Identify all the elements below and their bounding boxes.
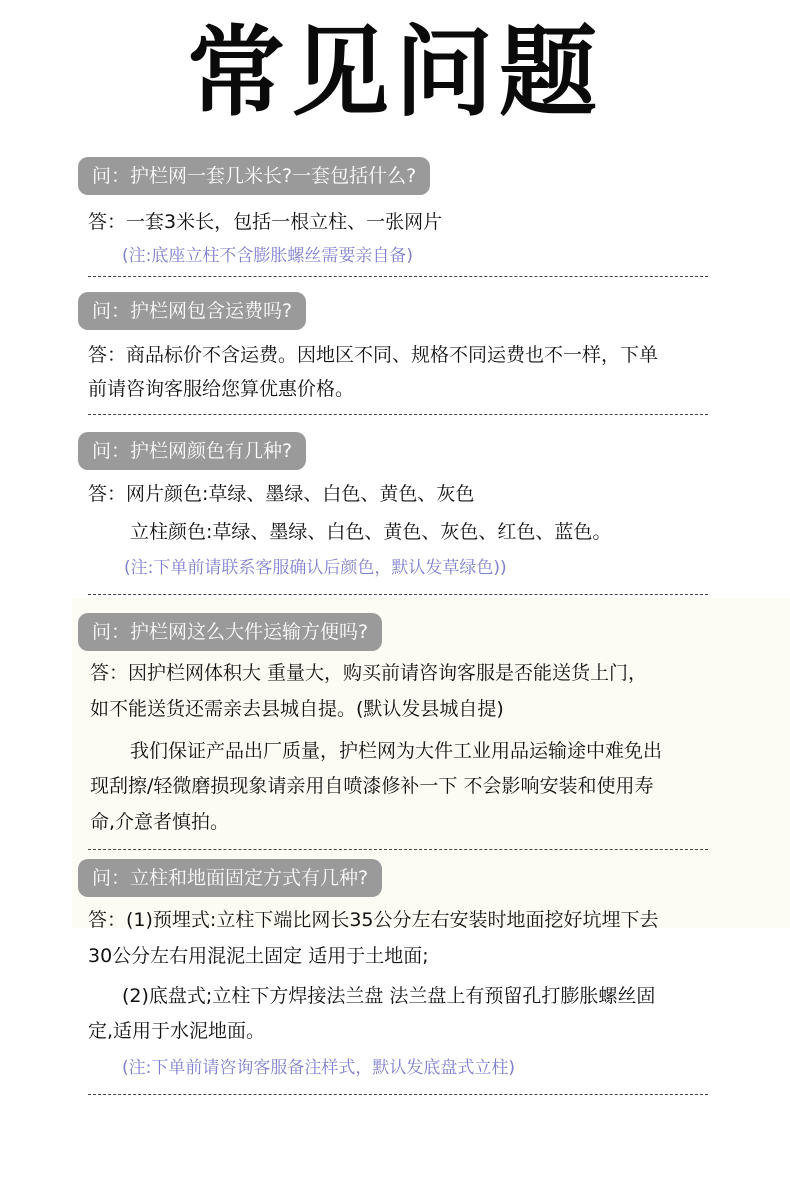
faq-4-answer-line-2: 如不能送货还需亲去县城自提。(默认发县城自提) <box>90 698 504 720</box>
faq-1-answer-line-1: 答：一套3米长，包括一根立柱、一张网片 <box>88 211 443 233</box>
faq-1-note: (注:底座立柱不含膨胀螺丝需要亲自备) <box>122 246 413 266</box>
faq-4-answer-line-5: 命,介意者慎拍。 <box>90 811 230 833</box>
faq-2-answer-line-2: 前请咨询客服给您算优惠价格。 <box>88 378 355 400</box>
divider <box>88 414 708 415</box>
faq-1-question: 问：护栏网一套几米长?一套包括什么? <box>78 157 430 195</box>
faq-4-answer-line-1: 答：因护栏网体积大 重量大，购买前请咨询客服是否能送货上门， <box>90 662 648 684</box>
divider <box>88 594 708 595</box>
faq-3-note: (注:下单前请联系客服确认后颜色，默认发草绿色)) <box>124 558 507 578</box>
faq-2-answer-line-1: 答：商品标价不含运费。因地区不同、规格不同运费也不一样，下单 <box>88 344 659 366</box>
faq-3-question: 问：护栏网颜色有几种? <box>78 432 306 470</box>
divider <box>88 849 708 850</box>
faq-5-answer-line-1: 答：(1)预埋式:立柱下端比网长35公分左右安装时地面挖好坑埋下去 <box>88 909 659 931</box>
faq-5-note: (注:下单前请咨询客服备注样式，默认发底盘式立柱) <box>122 1058 515 1078</box>
faq-4-answer-line-3: 我们保证产品出厂质量，护栏网为大件工业用品运输途中难免出 <box>130 740 663 762</box>
faq-4-question: 问：护栏网这么大件运输方便吗? <box>78 613 382 651</box>
faq-3-answer-line-2: 立柱颜色:草绿、墨绿、白色、黄色、灰色、红色、蓝色。 <box>130 521 612 543</box>
faq-4-answer-line-4: 现刮擦/轻微磨损现象请亲用自喷漆修补一下 不会影响安装和使用寿 <box>90 775 654 797</box>
divider <box>88 1094 708 1095</box>
divider <box>88 276 708 277</box>
faq-5-answer-line-4: 定,适用于水泥地面。 <box>88 1020 266 1042</box>
faq-2-question: 问：护栏网包含运费吗? <box>78 292 306 330</box>
page-title: 常见问题 <box>186 16 603 130</box>
faq-5-answer-line-2: 30公分左右用混泥土固定 适用于土地面; <box>88 945 429 967</box>
faq-5-answer-line-3: (2)底盘式;立柱下方焊接法兰盘 法兰盘上有预留孔打膨胀螺丝固 <box>122 985 656 1007</box>
faq-3-answer-line-1: 答：网片颜色:草绿、墨绿、白色、黄色、灰色 <box>88 483 475 505</box>
faq-5-question: 问：立柱和地面固定方式有几种? <box>78 859 382 897</box>
